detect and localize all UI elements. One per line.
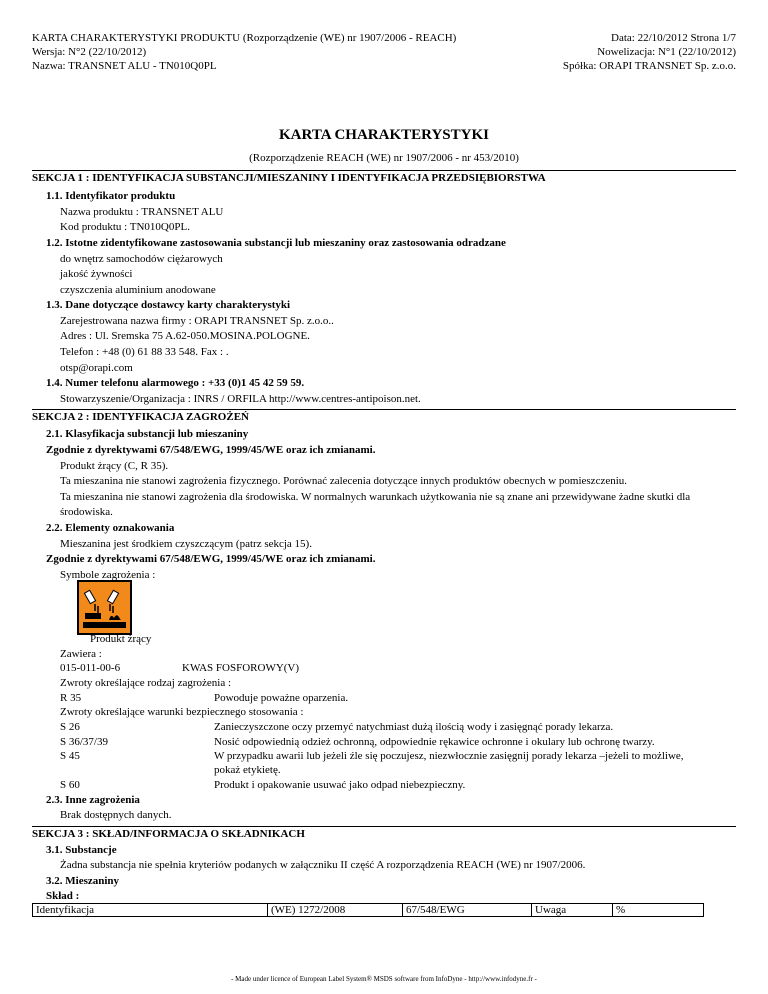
header-company: Spółka: ORAPI TRANSNET Sp. z.o.o. [562, 60, 736, 72]
corrosive-icon [77, 580, 132, 635]
column-header: 67/548/EWG [403, 904, 532, 917]
table-header-row [33, 904, 704, 917]
s-phrase-code: S 45 [60, 750, 80, 762]
s-phrase-code: S 36/37/39 [60, 736, 108, 748]
supplier-phone: Telefon : +48 (0) 61 88 33 548. Fax : . [60, 346, 229, 358]
contains-label: Zawiera : [60, 648, 102, 660]
r-phrases-label: Zwroty określające rodzaj zagrożenia : [60, 677, 232, 689]
s-phrases-label: Zwroty określające warunki bezpiecznego stosowania : [60, 706, 304, 718]
supplier-email[interactable]: otsp@orapi.com [60, 362, 133, 374]
subsection-2-3: 2.3. Inne zagrożenia [46, 794, 140, 806]
use-item: jakość żywności [60, 268, 133, 280]
s-phrase-code: S 60 [60, 779, 80, 791]
contains-substance: KWAS FOSFOROWY(V) [182, 662, 300, 674]
use-item: do wnętrz samochodów ciężarowych [60, 253, 223, 265]
column-header: Identyfikacja [33, 904, 268, 917]
s-phrase-text: Produkt i opakowanie usuwać jako odpad niebezpieczny. [214, 779, 466, 791]
subsection-3-1: 3.1. Substancje [46, 844, 117, 856]
column-header: % [613, 904, 704, 917]
substances-note: Żadna substancja nie spełnia kryteriów podanych w załączniku II część A rozporządzenia REACH (WE) nr 1907/2006. [60, 859, 586, 871]
footer-licence: - Made under licence of European Label System® MSDS software from InfoDyne - http://www.infodyne.fr - [231, 975, 537, 983]
page-subtitle: (Rozporządzenie REACH (WE) nr 1907/2006 - nr 453/2010) [249, 152, 519, 164]
page-title: KARTA CHARAKTERYSTYKI [279, 127, 489, 143]
section-1-heading: SEKCJA 1 : IDENTYFIKACJA SUBSTANCJI/MIESZANINY I IDENTYFIKACJA PRZEDSIĘBIORSTWA [32, 172, 546, 184]
section-2-heading: SEKCJA 2 : IDENTYFIKACJA ZAGROŻEŃ [32, 411, 249, 423]
header-version: Wersja: N°2 (22/10/2012) [32, 46, 147, 58]
header-left [32, 31, 456, 73]
contains-code: 015-011-00-6 [60, 662, 121, 674]
directive-line: Zgodnie z dyrektywami 67/548/EWG, 1999/45/WE oraz ich zmianami. [46, 444, 376, 456]
s-phrase-text: W przypadku awarii lub jeżeli źle się poczujesz, niezwłocznie zasięgnij porady lekarza –jeżeli to możliwe, [214, 750, 684, 762]
section-divider [32, 170, 736, 171]
composition-table [32, 903, 704, 917]
subsection-1-3: 1.3. Dane dotyczące dostawcy karty charakterystyki [46, 299, 291, 311]
product-name: Nazwa produktu : TRANSNET ALU [60, 206, 224, 218]
header-revision: Nowelizacja: N°1 (22/10/2012) [597, 46, 736, 58]
classification-note: Ta mieszanina nie stanowi zagrożenia fizycznego. Porównać zalecenia dotyczące innych produktów obecnych w pomieszczeniu. [60, 475, 628, 487]
header-doc-title: KARTA CHARAKTERYSTYKI PRODUKTU (Rozporządzenie (WE) nr 1907/2006 - REACH) [32, 32, 457, 44]
classification-note: Ta mieszanina nie stanowi zagrożenia dla środowiska. W normalnych warunkach użytkowania nie są znane ani przewidywane żadne skutki dla [60, 491, 691, 503]
s-phrase-text: Zanieczyszczone oczy przemyć natychmiast dużą ilością wody i zasięgnąć porady lekarza. [214, 721, 614, 733]
composition-label: Skład : [46, 890, 80, 902]
supplier-address: Adres : Ul. Sremska 75 A.62-050.MOSINA.POLOGNE. [60, 330, 310, 342]
s-phrase-code: S 26 [60, 721, 80, 733]
header-date-page: Data: 22/10/2012 Strona 1/7 [611, 32, 736, 44]
classification: Produkt żrący (C, R 35). [60, 460, 169, 472]
header-right [563, 31, 736, 73]
section-3-heading: SEKCJA 3 : SKŁAD/INFORMACJA O SKŁADNIKACH [32, 828, 305, 840]
s-phrase-text: Nosić odpowiednią odzież ochronną, odpowiednie rękawice ochronne i okulary lub ochronę twarzy. [214, 736, 655, 748]
subsection-1-4: 1.4. Numer telefonu alarmowego : +33 (0)1 45 42 59 59. [46, 377, 305, 389]
supplier-name: Zarejestrowana nazwa firmy : ORAPI TRANSNET Sp. z.o.o.. [60, 315, 334, 327]
subsection-1-2: 1.2. Istotne zidentyfikowane zastosowania substancji lub mieszaniny oraz zastosowania odradzane [46, 237, 506, 249]
subsection-3-2: 3.2. Mieszaniny [46, 875, 120, 887]
product-code: Kod produktu : TN010Q0PL. [60, 221, 190, 233]
section-divider [32, 409, 736, 410]
symbol-caption: Produkt żrący [90, 633, 152, 645]
other-hazards: Brak dostępnych danych. [60, 809, 172, 821]
subsection-2-2: 2.2. Elementy oznakowania [46, 522, 175, 534]
section-divider [32, 826, 736, 827]
column-header: Uwaga [532, 904, 613, 917]
directive-line: Zgodnie z dyrektywami 67/548/EWG, 1999/45/WE oraz ich zmianami. [46, 553, 376, 565]
symbols-label: Symbole zagrożenia : [60, 569, 156, 581]
column-header: (WE) 1272/2008 [268, 904, 403, 917]
r-phrase-code: R 35 [60, 692, 82, 704]
subsection-1-1: 1.1. Identyfikator produktu [46, 190, 176, 202]
header-product-name: Nazwa: TRANSNET ALU - TN010Q0PL [32, 60, 217, 72]
classification-note: środowiska. [60, 506, 113, 518]
use-item: czyszczenia aluminium anodowane [60, 284, 216, 296]
s-phrase-text: pokaż etykietę. [214, 764, 281, 776]
r-phrase-text: Powoduje poważne oparzenia. [214, 692, 349, 704]
emergency-organization: Stowarzyszenie/Organizacja : INRS / ORFILA http://www.centres-antipoison.net. [60, 393, 421, 405]
subsection-2-1: 2.1. Klasyfikacja substancji lub mieszaniny [46, 428, 249, 440]
label-note: Mieszanina jest środkiem czyszczącym (patrz sekcja 15). [60, 538, 312, 550]
